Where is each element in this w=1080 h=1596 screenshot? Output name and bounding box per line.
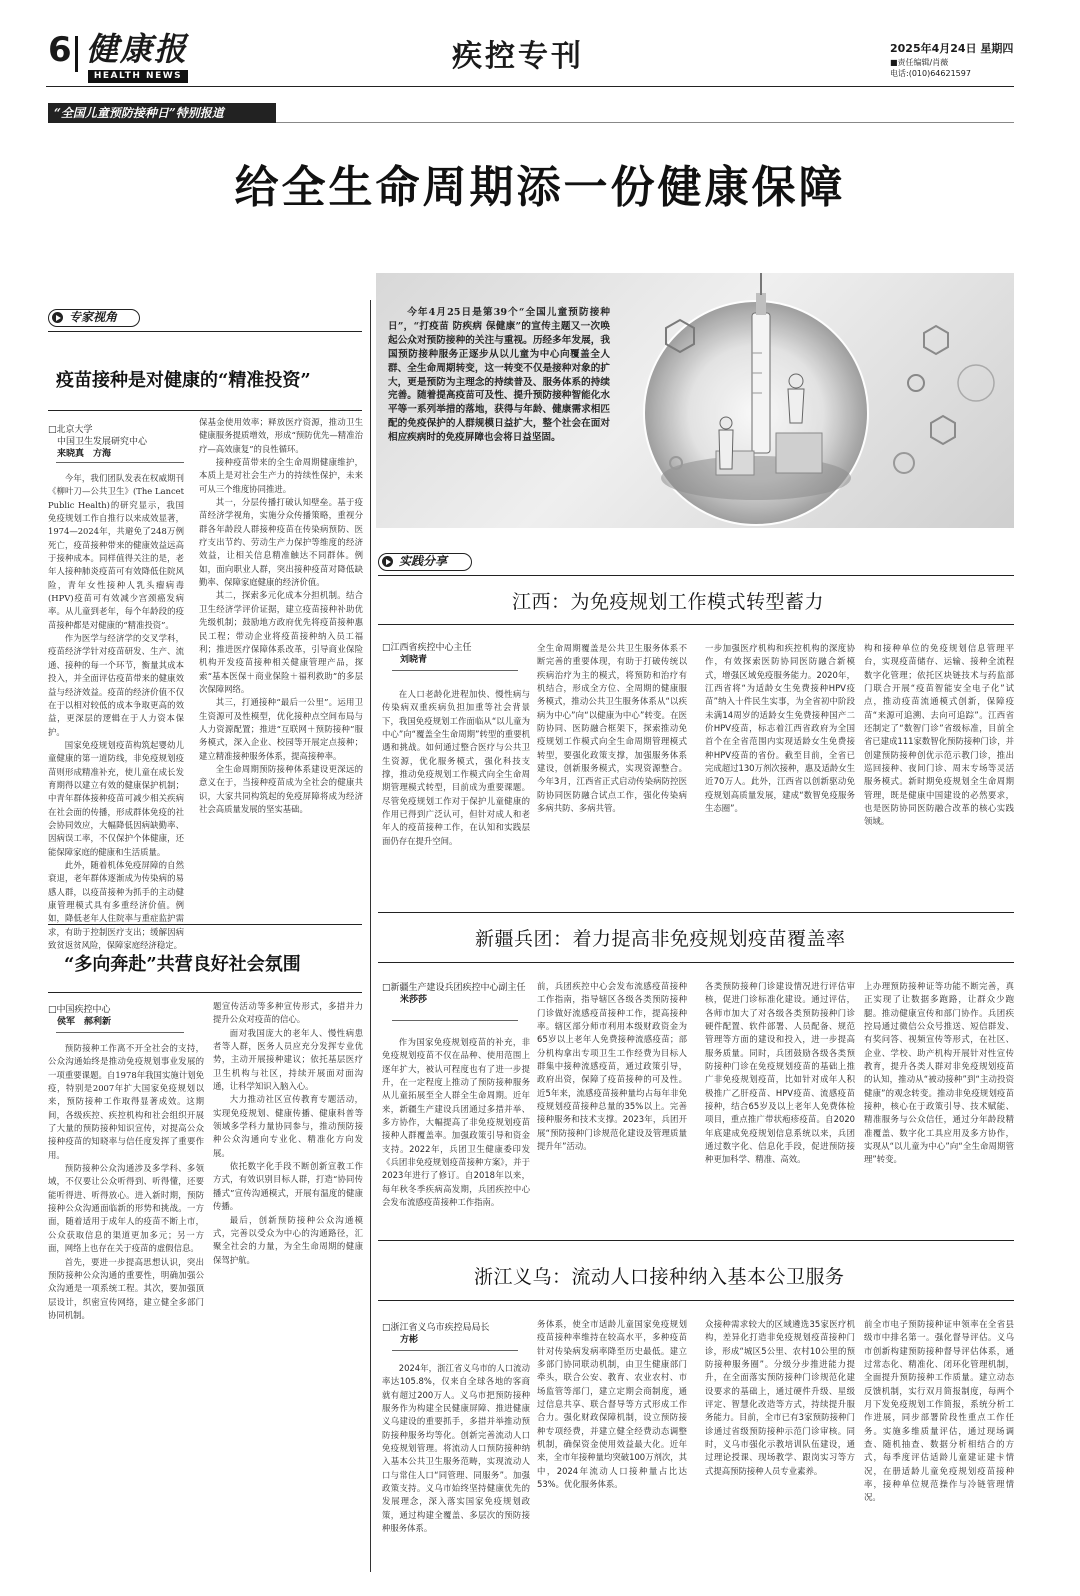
molecule-node-icon xyxy=(908,375,924,391)
page-number-divider xyxy=(75,36,78,72)
social-title-rule xyxy=(48,992,362,993)
expert-column-2: 保基金使用效率；释放医疗资源，推动卫生健康服务提质增效，形成“预防优先—精准治疗—高效康复”的良性循环。 接种疫苗带来的全生命周期健康维护，本质上是对社会生产力的持续性保护，未来可从三个维度协同推进。 其一，分层传播打破认知壁垒。基于疫苗经济学视角，实施分众传播策略，重视分群各年龄段人群接种疫苗在传染病预防、医疗支出节约、劳动生产力保护等维度的经济效益，让相关信息精准触达不同群体。例如，面向职业人群，突出接种疫苗对降低缺勤率、保障家庭健康的经济价值。 其二，探索多元化成本分担机制。结合卫生经济学评价证据，建立疫苗接种补助优先级机制；鼓励地方政府优先将疫苗接种惠民工程；带动企业将疫苗接种纳入员工福利；推进医疗保障体系改革，引导商业保险机构开发疫苗接种相关健康管理产品，探索“基本医保＋商业保险＋福利救助”的多层次保障网络。 其三，打通接种“最后一公里”。运用卫生资源可及性模型，优化接种点空间布局与人力资源配置；推进“互联网＋预防接种”服务模式，深入企业、校园等开展定点接种；建立精准接种服务体系，提高接种率。 全生命周期预防接种体系建设更深远的意义在于，当接种疫苗成为全社会的健康共识，大家共同构筑起的免疫屏障将成为经济社会高质量发展的坚实基础。 xyxy=(199,417,363,814)
expert-column-1: 今年，我们团队发表在权威期刊《柳叶刀—公共卫生》(The Lancet Public Health)的研究显示，我国免疫规划工作自推行以来成效显著，1974—2024年，共避免了248万例死亡，疫苗接种带来的健康效益远高于接种成本。同样值得关注的是，老年人接种肺炎疫苗可有效降低住院风险，青年女性接种人乳头瘤病毒(HPV)疫苗可有效减少宫颈癌发病率。从儿童到老年，每个年龄段的疫苗接种都是对健康的“精准投资”。 作为医学与经济学的交叉学科，疫苗经济学针对疫苗研发、生产、流通、接种的每一个环节，衡量其成本投入，并全面评估疫苗带来的健康效益与经济效益。疫苗的经济价值不仅在于以相对较低的成本争取更高的效益，更深层的逻辑在于人力资本保护。 国家免疫规划疫苗构筑起婴幼儿童健康的第一道防线，非免疫规划疫苗则形成精准补充，使儿童在成长发育期得以建立有效的健康保护机制；中青年群体接种疫苗可减少相关疾病在社会面的传播，形成群体免疫的社会协同效应，大幅降低因病缺勤率、因病误工率，不仅保护个体健康，还能保障家庭的健康和生活质量。 此外，随着机体免疫屏障的自然衰退，老年群体逐渐成为传染病的易感人群，以疫苗接种为抓手的主动健康管理模式具有多重经济价值。例如，降低老年人住院率与重症监护需求，有助于控制医疗支出；缓解因病致贫返贫风险，保障家庭经济稳定。 xyxy=(48,473,184,951)
xinjiang-author: 米莎莎 xyxy=(400,995,428,1005)
expert-article-title: 疫苗接种是对健康的“精准投资” xyxy=(56,370,311,391)
xinjiang-byline-rule xyxy=(392,1020,518,1021)
lead-paragraph: 今年4月25日是第39个“全国儿童预防接种日”，“打疫苗 防疾病 保健康”的宣传主题又一次唤起公众对预防接种的关注与重视。历经多年发展，我国预防接种服务正逐步从以儿童为中心向覆盖全人群、全生命周期转变，这一转变不仅是接种对象的扩大，更是预防为主理念的持续普及、服务体系的持续完善。随着提高疫苗可及性、提升预防接种智能化水平等一系列举措的落地，获得与年龄、健康需求相匹配的免疫保护的人群规模日益扩大，整个社会在面对相应疾病时的免疫屏障也会将日益坚固。 xyxy=(388,307,610,444)
child-figure-icon xyxy=(789,374,803,388)
editor-phone: 电话:(010)64621597 xyxy=(890,69,971,78)
issue-date: 2025年4月24日 星期四 xyxy=(890,42,1014,55)
jiangxi-org: □江西省疾控中心主任 xyxy=(382,643,472,653)
practice-tag-rule xyxy=(378,575,1014,576)
expert-tag: 专家视角 xyxy=(48,309,140,327)
social-org: □中国疾控中心 xyxy=(48,1005,111,1015)
zhejiang-title: 浙江义乌：流动人口接种纳入基本公卫服务 xyxy=(474,1266,845,1288)
play-icon xyxy=(382,556,393,567)
jiangxi-byline xyxy=(382,642,532,666)
paper-name-en: HEALTH NEWS xyxy=(88,70,188,83)
zhejiang-byline-rule xyxy=(392,1350,518,1351)
zhejiang-column-3: 众接种需求较大的区域遴选35家医疗机构，差异化打造非免疫规划疫苗接种门诊，形成“城区5公里、农村10公里的预防接种服务圈”。分级分步推进能力提升，在全面落实预防接种门诊规范化建设要求的基础上，通过硬件升级、星级评定、智慧化改造等方式，持续提升服务能力。目前，全市已有3家预防接种门诊通过省级预防接种示范门诊审核。同时，义乌市强化示教培训队伍建设，通过理论授课、现场教学、跟岗实习等方式提高预防接种人员专业素养。 xyxy=(705,1319,855,1476)
practice-tag: 实践分享 xyxy=(378,553,472,571)
special-column-label: “全国儿童预防接种日”特别报道 xyxy=(54,106,224,120)
zhejiang-org: □浙江省义乌市疾控局局长 xyxy=(382,1323,490,1333)
expert-tag-rule xyxy=(48,331,362,332)
social-column-1: 预防接种工作离不开全社会的支持，公众沟通始终是推动免疫规划事业发展的一项重要课题。自1978年我国实施计划免疫，特别是2007年扩大国家免疫规划以来，预防接种工作取得显著成效。这期间，各级疾控、疾控机构和社会组织开展了大量的预防接种知识宣传，对提高公众接种疫苗的知晓率与信任度发挥了重要作用。 预防接种公众沟通涉及多学科、多领域，不仅要让公众听得到、听得懂，还要能听得进、听得放心。进入新时期，预防接种公众沟通面临新的形势和挑战。一方面，随着适用于成年人的疫苗不断上市，公众获取信息的渠道更加多元；另一方面，网络上也存在关于疫苗的虚假信息。 首先，要进一步提高思想认识，突出预防接种公众沟通的重要性，明确加强公众沟通是一项系统工程。其次，要加强顶层设计，织密宣传网络，建立健全多部门协同机制。 xyxy=(48,1043,204,1320)
banner-rule xyxy=(276,122,1014,123)
social-authors: 侯军 郝利新 xyxy=(57,1017,112,1027)
zhejiang-column-1: 2024年，浙江省义乌市的人口流动率达105.8%，仅来自全球各地的客商就有超过200万人。义乌市把预防接种服务作为构建全民健康屏障、推进健康义乌建设的重要抓手，多措并举推动预防接种服务均等化。创新完善流动人口免疫规划管理。将流动人口预防接种纳入基本公共卫生服务范畴，实现流动人口与常住人口“同管理、同服务”。加强政策支持。义乌市始终坚持健康优先的发展理念，深入落实国家免疫规划政策，通过构建全覆盖、多层次的预防接种服务体系。 xyxy=(382,1363,530,1534)
xinjiang-byline xyxy=(382,982,532,1006)
masthead-rule xyxy=(46,86,1014,87)
jiangxi-column-4: 构和接种单位的免疫规划信息管理平台，实现疫苗储存、运输、接种全流程数字化管理；依托区块链技术与药监部门联合开展“疫苗智能安全电子化”试点，推动疫苗流通模式创新，保障疫苗“来源可追溯、去向可追踪”。江西省还制定了“数智门诊”省级标准，目前全省已建成111家数智化预防接种门诊，并创建预防接种创优示范示教门诊，推出巡回接种、夜间门诊、周末专场等灵活服务模式。新时期免疫规划全生命周期管理，既是健康中国建设的必然要求，也是医防协同医防融合改革的核心实践领域。 xyxy=(864,643,1014,827)
masthead xyxy=(0,0,1080,100)
xinjiang-title: 新疆兵团：着力提高非免疫规划疫苗覆盖率 xyxy=(475,928,846,950)
zhejiang-column-4: 前全市电子预防接种证申领率在全省县级市中排名第一。强化督导评估。义乌市创新构建预防接种督导评估体系，通过常态化、精准化、闭环化管理机制，全面提升预防接种工作质量。建立动态反馈机制，实行双月简报制度，每两个月下发免疫规划工作简报，系统分析工作进展，同步部署阶段性重点工作任务。实施多维质量评估，通过现场调查、随机抽查、数据分析相结合的方式，每季度评估适龄儿童建证建卡情况，在册适龄儿童免疫规划疫苗接种率，接种单位规范操作与冷链管理情况。 xyxy=(864,1319,1014,1503)
zhejiang-byline xyxy=(382,1322,532,1346)
xinjiang-column-2: 前，兵团疾控中心会发布流感疫苗接种工作指南，指导辖区各级各类预防接种门诊做好流感疫苗接种工作，提高接种率。辖区部分师市利用本级财政资金为65岁以上老年人免费接种流感疫苗；部分机构拿出专项卫生工作经费为目标人群集中接种流感疫苗，通过政策引导，政府出资，保障了疫苗接种的可及性。近5年来，流感疫苗接种量均占每年非免疫规划疫苗接种总量的35%以上。完善接种服务和技术支撑。2023年，兵团开展“预防接种门诊规范化建设及管理质量提升年”活动。 xyxy=(537,981,687,1152)
left-right-divider xyxy=(370,300,371,1572)
social-column-2: 题宣传活动等多种宣传形式，多措并力提升公众对疫苗的信心。 面对我国庞大的老年人、慢性病患者等人群，医务人员应充分发挥专业优势，主动开展接种建议；依托基层医疗卫生机构与社区，持续开展面对面沟通，让科学知识入脑入心。 大力推动社区宣传教育专题活动，实现免疫规划、健康传播、健康科普等领域多学科力量协同参与，推动预防接种公众沟通向专业化、精准化方向发展。 依托数字化手段不断创新宣教工作方式，有效识别目标人群，打造“协同传播式”宣传沟通模式，开展有温度的健康传播。 最后，创新预防接种公众沟通模式，完善以受众为中心的沟通路径，汇聚全社会的力量，为全生命周期的健康保驾护航。 xyxy=(213,1001,363,1265)
xinjiang-column-1: 作为国家免疫规划疫苗的补充，非免疫规划疫苗不仅在品种、使用范围上逐年扩大，被认可程度也有了进一步提升，在一定程度上推动了预防接种服务从儿童拓展至全人群全生命周期。近年来，新疆生产建设兵团通过多措并举、多方协作，大幅提高了非免疫规划疫苗接种人群覆盖率。加强政策引导和资金支持。2022年，兵团卫生健康委印发《兵团非免疫规划疫苗接种方案》，并于2023年进行了修订。自2018年以来，每年秋冬季疾病高发期，兵团疾控中心会发布流感疫苗接种工作指南。 xyxy=(382,1037,530,1208)
jiangxi-column-2: 全生命周期覆盖是公共卫生服务体系不断完善的重要体现，有助于打破传统以疾病治疗为主的模式，将预防和治疗有机结合，形成全方位、全周期的健康服务模式，推动公共卫生服务体系从“以疾病为中心”向“以健康为中心”转变。在医防协同、医防融合框架下，探索推动免疫规划工作模式向全生命周期管理模式转型，要强化政策支撑，加强服务体系建设，创新服务模式，实现资源整合。今年3月，江西省正式启动传染病防控医防协同医防融合试点工作，强化传染病多病共防、多病共管。 xyxy=(537,643,687,814)
expert-org-1: □北京大学 xyxy=(48,425,93,435)
social-article-title: “多向奔赴”共营良好社会氛围 xyxy=(64,954,301,975)
expert-authors: 来晓真 方海 xyxy=(57,449,112,459)
expert-org-2: 中国卫生发展研究中心 xyxy=(57,437,148,447)
xinjiang-column-3: 各类预防接种门诊建设情况进行评估审核，促进门诊标准化建设。通过评估，各师市加大了对各级各类预防接种门诊硬件配置、软件部署、人员配备、规范管理等方面的建设和投入，进一步提高服务质量。同时，兵团鼓励各级各类预防接种门诊在免疫规划疫苗的基础上推广非免疫规划疫苗，比如针对成年人积极推广乙肝疫苗、HPV疫苗、流感疫苗接种，结合65岁及以上老年人免费体检项目，重点推广带状疱疹疫苗。自2020年底建成免疫规划信息系统以来，兵团通过数字化、信息化手段，促进预防接种更加科学、精准、高效。 xyxy=(705,981,855,1165)
zhejiang-title-rule xyxy=(378,1300,1014,1301)
jiangxi-title-rule xyxy=(378,624,1014,625)
jiangxi-column-3: 一步加强医疗机构和疾控机构的深度协作，有效探索医防协同医防融合新模式，增强区域免疫服务能力。2020年，江西省将“为适龄女生免费接种HPV疫苗”纳入十件民生实事，为全省初中阶段未满14周岁的适龄女生免费接种国产二价HPV疫苗，标志着江西省政府为全国首个在全省范围内实现适龄女生免费接种HPV疫苗的省份。截至目前，全省已完成超过130万剂次接种，惠及适龄女生近70万人。此外，江西省以创新驱动免疫规划高质量发展，建成“数智免疫服务生态圈”。 xyxy=(705,643,855,814)
jiangxi-column-1: 在人口老龄化进程加快、慢性病与传染病双重疾病负担加重等社会背景下，我国免疫规划工作面临从“以儿童为中心”向“覆盖全生命周期”转型的重要机遇和挑战。如何通过整合医疗与公共卫生资源，优化服务模式，强化科技支撑，推动免疫规划工作模式向全生命周期管理模式转型，目前成为重要课题。尽管免疫规划工作对于保护儿童健康的作用已得到广泛认可，但针对成人和老年人的疫苗接种工作，在认知和实践层面仍存在提升空间。 xyxy=(382,689,530,846)
expert-byline-rule xyxy=(56,462,184,463)
play-icon xyxy=(52,312,63,323)
editor-credit: ■责任编辑/肖薇 xyxy=(890,58,949,67)
zhejiang-column-2: 务体系，使全市适龄儿童国家免疫规划疫苗接种率维持在较高水平，多种疫苗针对传染病发病率降至历史最低。建立多部门协同联动机制，由卫生健康部门牵头，联合公安、教育、农业农村、市场监管等部门，建立定期会商制度，通过信息共享、联合督导等方式形成工作合力。强化财政保障机制，设立预防接种专项经费，并建立健全经费动态调整机制，确保资金使用效益最大化。近年来，全市年接种量均突破100万剂次，其中，2024年流动人口接种量占比达53%。优化服务体系。 xyxy=(537,1319,687,1490)
xinjiang-title-rule xyxy=(378,962,1014,963)
jiangxi-title: 江西：为免疫规划工作模式转型蓄力 xyxy=(512,591,825,613)
xinjiang-org: □新疆生产建设兵团疾控中心副主任 xyxy=(382,983,526,993)
adult-figure-icon xyxy=(720,417,732,429)
headline: 给全生命周期添一份健康保障 xyxy=(234,162,846,213)
zhejiang-author: 方彬 xyxy=(400,1335,419,1345)
jiangxi-byline-rule xyxy=(392,670,518,671)
xinjiang-column-4: 上办理预防接种证等功能不断完善，真正实现了让数据多跑路，让群众少跑腿。推动健康宣传和部门协作。兵团疾控局通过微信公众号推送、短信群发、有奖问答、视频宣传等形式，在社区、企业、学校、助产机构开展针对性宣传教育，提升各类人群对非免疫规划疫苗的认知，推动从“被动接种”到“主动投资健康”的观念转变。推动非免疫规划疫苗接种，核心在于政策引导、技术赋能、精准服务与公众信任，通过分年龄段精准覆盖、数字化工具应用及多方协作，实现从“以儿童为中心”向“全生命周期管理”转变。 xyxy=(864,981,1014,1165)
syringe-icon xyxy=(752,313,770,453)
expert-title-rule xyxy=(48,410,362,411)
zhejiang-top-rule xyxy=(378,1240,1014,1241)
social-byline xyxy=(48,1004,188,1028)
social-top-rule xyxy=(48,924,362,925)
section-title: 疾控专刊 xyxy=(452,39,584,74)
xinjiang-top-rule xyxy=(378,912,1014,913)
paper-name: 健康报 xyxy=(86,30,189,68)
social-byline-rule xyxy=(56,1032,184,1033)
jiangxi-author: 刘晓青 xyxy=(400,655,428,665)
expert-byline xyxy=(48,424,188,460)
page-number: 6 xyxy=(48,30,72,70)
